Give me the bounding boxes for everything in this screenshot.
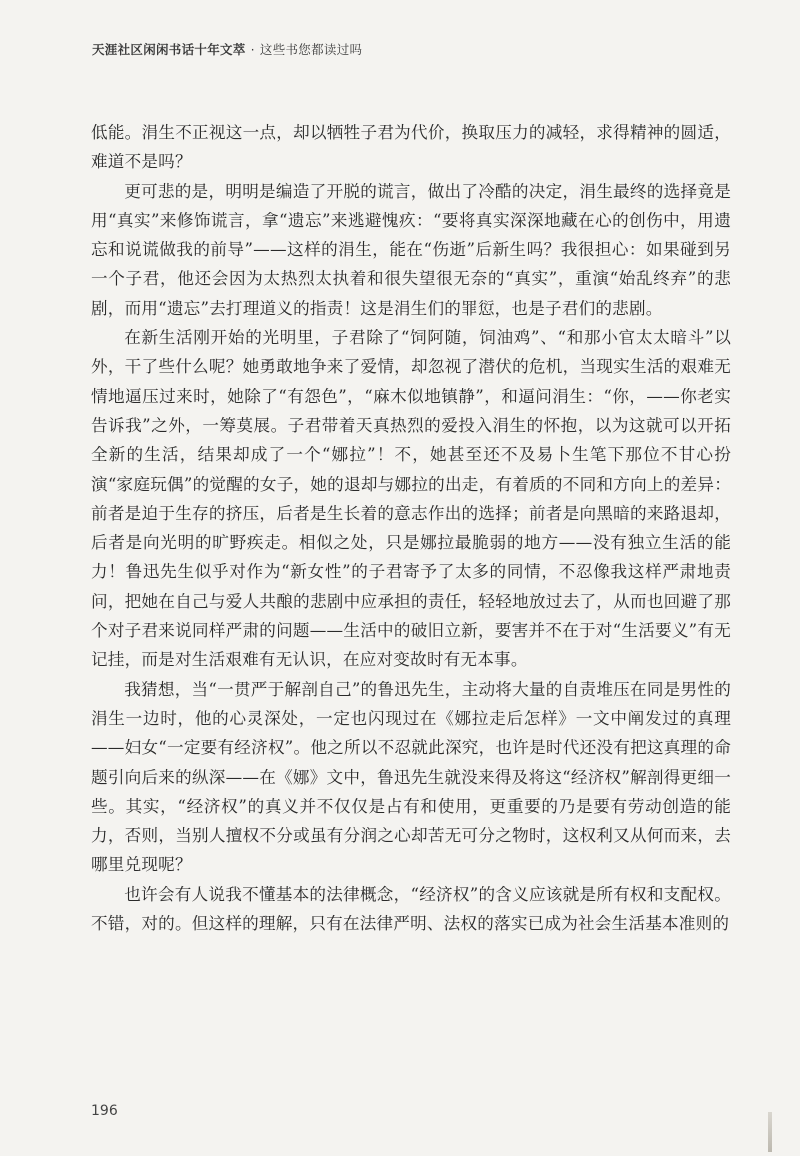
paragraph-continued: 低能。涓生不正视这一点，却以牺牲子君为代价，换取压力的减轻，求得精神的圆适，难道不是吗？ [91, 123, 731, 172]
body-text [91, 118, 731, 938]
page-number: 196 [91, 1103, 118, 1119]
running-header [92, 40, 362, 58]
paragraph: 更可悲的是，明明是编造了开脱的谎言，做出了冷酷的决定，涓生最终的选择竟是用“真实”来修饰谎言，拿“遗忘”来逃避愧疚：“要将真实深深地藏在心的创伤中，用遗忘和说谎做我的前导”——这样的涓生，能在“伤逝”后新生吗？我很担心：如果碰到另一个子君，他还会因为太热烈太执着和很失望很无奈的“真实”，重演“始乱终弃”的悲剧，而用“遗忘”去打理道义的指责！这是涓生们的罪愆，也是子君们的悲剧。 [91, 181, 731, 318]
paragraph: 我猜想，当“一贯严于解剖自己”的鲁迅先生，主动将大量的自责堆压在同是男性的涓生一边时，他的心灵深处，一定也闪现过在《娜拉走后怎样》一文中阐发过的真理——妇女“一定要有经济权”。他之所以不忍就此深究，也许是时代还没有把这真理的命题引向后来的纵深——在《娜》文中，鲁迅先生就没来得及将这“经济权”解剖得更细一些。其实，“经济权”的真义并不仅仅是占有和使用，更重要的乃是要有劳动创造的能力，否则，当别人擅权不分或虽有分润之心却苦无可分之物时，这权利又从何而来，去哪里兑现呢？ [91, 679, 731, 875]
section-title: 这些书您都读过吗 [259, 42, 363, 57]
paragraph: 也许会有人说我不懂基本的法律概念，“经济权”的含义应该就是所有权和支配权。不错，对的。但这样的理解，只有在法律严明、法权的落实已成为社会生活基本准则的 [91, 884, 731, 934]
paragraph: 在新生活刚开始的光明里，子君除了“饲阿随，饲油鸡”、“和那小官太太暗斗”以外，干了些什么呢？她勇敢地争来了爱情，却忽视了潜伏的危机，当现实生活的艰难无情地逼压过来时，她除了“有怨色”，“麻木似地镇静”，和逼问涓生：“你，——你老实告诉我”之外，一筹莫展。子君带着天真热烈的爱投入涓生的怀抱，以为这就可以开拓全新的生活，结果却成了一个“娜拉”！不，她甚至还不及易卜生笔下那位不甘心扮演“家庭玩偶”的觉醒的女子，她的退却与娜拉的出走，有着质的不同和方向上的差异：前者是迫于生存的挤压，后者是生长着的意志作出的选择；前者是向黑暗的来路退却，后者是向光明的旷野疾走。相似之处，只是娜拉最脆弱的地方——没有独立生活的能力！鲁迅先生似乎对作为“新女性”的子君寄予了太多的同情，不忍像我这样严肃地责问，把她在自己与爱人共酿的悲剧中应承担的责任，轻轻地放过去了，从而也回避了那个对子君来说同样严肃的问题——生活中的破旧立新，要害并不在于对“生活要义”有无记挂，而是对生活艰难有无认识，在应对变故时有无本事。 [91, 328, 731, 670]
page-edge-shadow [768, 1112, 772, 1152]
header-separator: · [250, 42, 255, 57]
book-title: 天涯社区闲闲书话十年文萃 [92, 42, 246, 57]
